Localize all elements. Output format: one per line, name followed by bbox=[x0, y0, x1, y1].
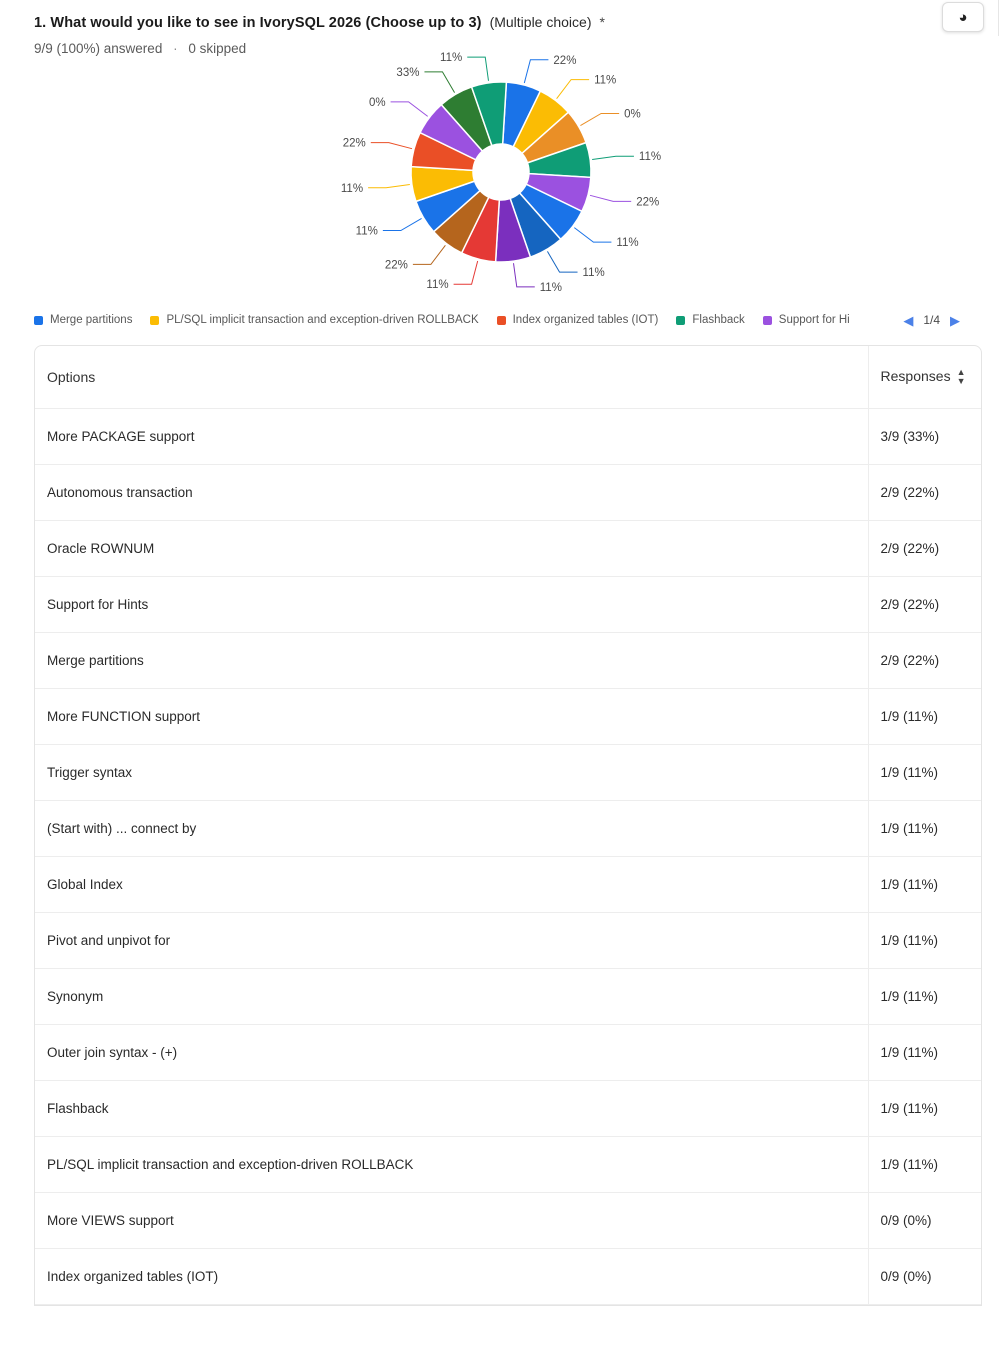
summary-separator: · bbox=[173, 41, 178, 56]
leader-line bbox=[391, 102, 428, 117]
question-header bbox=[0, 0, 1002, 56]
table-row bbox=[35, 521, 981, 577]
cell-responses: 1/9 (11%) bbox=[868, 969, 981, 1025]
table-row bbox=[35, 969, 981, 1025]
slice-percent-label: 11% bbox=[539, 281, 562, 294]
cell-responses: 0/9 (0%) bbox=[868, 1249, 981, 1305]
cell-option: PL/SQL implicit transaction and exception-driven ROLLBACK bbox=[35, 1137, 868, 1193]
table-row bbox=[35, 1249, 981, 1305]
table-row bbox=[35, 857, 981, 913]
answered-count: 9/9 (100%) answered bbox=[34, 41, 163, 56]
legend-page-indicator: 1/4 bbox=[923, 313, 940, 327]
table-row bbox=[35, 801, 981, 857]
table-row bbox=[35, 689, 981, 745]
slice-percent-label: 11% bbox=[638, 151, 662, 164]
responses-table bbox=[34, 345, 982, 1306]
legend-item-label: Support for Hi bbox=[778, 314, 850, 326]
table-row bbox=[35, 409, 981, 465]
cell-option: Index organized tables (IOT) bbox=[35, 1249, 868, 1305]
legend-item[interactable] bbox=[150, 314, 478, 326]
chevron-left-icon[interactable]: ◀ bbox=[903, 312, 914, 328]
sort-arrows-icon[interactable]: ▲ ▼ bbox=[956, 367, 966, 387]
leader-line bbox=[424, 72, 454, 93]
chart-type-button[interactable] bbox=[942, 2, 984, 32]
cell-responses: 2/9 (22%) bbox=[868, 577, 981, 633]
leader-line bbox=[524, 60, 548, 83]
table-row bbox=[35, 1193, 981, 1249]
slice-percent-label: 22% bbox=[384, 259, 408, 272]
leader-line bbox=[557, 80, 590, 99]
slice-percent-label: 11% bbox=[594, 74, 617, 87]
cell-responses: 1/9 (11%) bbox=[868, 857, 981, 913]
leader-line bbox=[580, 113, 619, 125]
leader-line bbox=[368, 185, 410, 188]
legend-swatch bbox=[497, 316, 506, 325]
slice-percent-label: 11% bbox=[582, 267, 605, 280]
leader-line bbox=[590, 195, 631, 201]
cell-option: More FUNCTION support bbox=[35, 689, 868, 745]
cell-option: Merge partitions bbox=[35, 633, 868, 689]
cell-option: Support for Hints bbox=[35, 577, 868, 633]
legend-item-label: Index organized tables (IOT) bbox=[512, 314, 659, 326]
slice-percent-label: 22% bbox=[553, 54, 577, 67]
cell-option: Synonym bbox=[35, 969, 868, 1025]
question-type-label: (Multiple choice) bbox=[489, 14, 592, 30]
slice-percent-label: 33% bbox=[396, 66, 420, 79]
cell-responses: 1/9 (11%) bbox=[868, 689, 981, 745]
cell-option: Pivot and unpivot for bbox=[35, 913, 868, 969]
leader-line bbox=[547, 251, 577, 272]
slice-percent-label: 11% bbox=[616, 237, 639, 250]
table-row bbox=[35, 745, 981, 801]
legend-swatch bbox=[676, 316, 685, 325]
cell-option: (Start with) ... connect by bbox=[35, 801, 868, 857]
cell-option: Outer join syntax - (+) bbox=[35, 1025, 868, 1081]
chevron-right-icon[interactable]: ▶ bbox=[950, 312, 960, 328]
table-row bbox=[35, 465, 981, 521]
slice-percent-label: 11% bbox=[440, 52, 463, 65]
column-header-responses-label: Responses bbox=[880, 368, 951, 384]
slice-percent-label: 0% bbox=[624, 108, 641, 121]
slice-percent-label: 11% bbox=[426, 279, 449, 292]
legend-swatch bbox=[763, 316, 772, 325]
cell-option: More PACKAGE support bbox=[35, 409, 868, 465]
slice-percent-label: 0% bbox=[368, 96, 386, 109]
slice-percent-label: 11% bbox=[340, 182, 364, 195]
legend-item-label: Flashback bbox=[692, 314, 745, 326]
column-header-responses[interactable] bbox=[868, 346, 981, 409]
cell-responses: 2/9 (22%) bbox=[868, 521, 981, 577]
chart-legend bbox=[0, 307, 1002, 327]
legend-swatch bbox=[150, 316, 159, 325]
cell-option: Autonomous transaction bbox=[35, 465, 868, 521]
leader-line bbox=[467, 57, 488, 81]
legend-item[interactable] bbox=[34, 314, 132, 326]
legend-item[interactable] bbox=[676, 314, 744, 326]
slice-percent-label: 22% bbox=[636, 196, 660, 209]
table-header-row bbox=[35, 346, 981, 409]
cell-responses: 1/9 (11%) bbox=[868, 745, 981, 801]
legend-swatch bbox=[34, 316, 43, 325]
table-row bbox=[35, 1137, 981, 1193]
cell-option: Oracle ROWNUM bbox=[35, 521, 868, 577]
donut-chart-svg bbox=[181, 52, 821, 307]
legend-item[interactable] bbox=[763, 314, 850, 326]
legend-item-label: PL/SQL implicit transaction and exception-driven ROLLBACK bbox=[166, 314, 479, 326]
donut-chart bbox=[0, 52, 1002, 307]
cell-responses: 1/9 (11%) bbox=[868, 913, 981, 969]
cell-option: More VIEWS support bbox=[35, 1193, 868, 1249]
cell-responses: 0/9 (0%) bbox=[868, 1193, 981, 1249]
cell-responses: 1/9 (11%) bbox=[868, 1137, 981, 1193]
legend-pager bbox=[903, 313, 960, 327]
question-response-summary bbox=[34, 41, 978, 56]
table-row bbox=[35, 633, 981, 689]
leader-line bbox=[454, 261, 478, 284]
cell-responses: 1/9 (11%) bbox=[868, 1025, 981, 1081]
legend-item[interactable] bbox=[497, 314, 659, 326]
cell-responses: 1/9 (11%) bbox=[868, 801, 981, 857]
cell-option: Trigger syntax bbox=[35, 745, 868, 801]
leader-line bbox=[413, 245, 446, 264]
cell-option: Global Index bbox=[35, 857, 868, 913]
table-row bbox=[35, 913, 981, 969]
chart-area bbox=[0, 52, 1002, 307]
window-edge-strip bbox=[998, 0, 1002, 36]
table-row bbox=[35, 577, 981, 633]
leader-line bbox=[592, 156, 634, 159]
leader-line bbox=[383, 218, 422, 230]
slice-percent-label: 22% bbox=[342, 137, 366, 150]
cell-responses: 2/9 (22%) bbox=[868, 465, 981, 521]
table-row bbox=[35, 1025, 981, 1081]
cell-option: Flashback bbox=[35, 1081, 868, 1137]
pie-chart-icon: ◕ bbox=[958, 8, 968, 26]
question-title: 1. What would you like to see in IvorySQL 2026 (Choose up to 3) bbox=[34, 15, 482, 31]
table-row bbox=[35, 1081, 981, 1137]
slice-percent-label: 11% bbox=[355, 225, 378, 238]
skipped-count: 0 skipped bbox=[188, 41, 247, 56]
cell-responses: 1/9 (11%) bbox=[868, 1081, 981, 1137]
cell-responses: 2/9 (22%) bbox=[868, 633, 981, 689]
required-marker: * bbox=[599, 14, 605, 30]
cell-responses: 3/9 (33%) bbox=[868, 409, 981, 465]
leader-line bbox=[371, 143, 412, 149]
column-header-options: Options bbox=[35, 346, 868, 409]
leader-line bbox=[574, 228, 611, 243]
leader-line bbox=[514, 263, 535, 287]
legend-item-label: Merge partitions bbox=[50, 314, 133, 326]
